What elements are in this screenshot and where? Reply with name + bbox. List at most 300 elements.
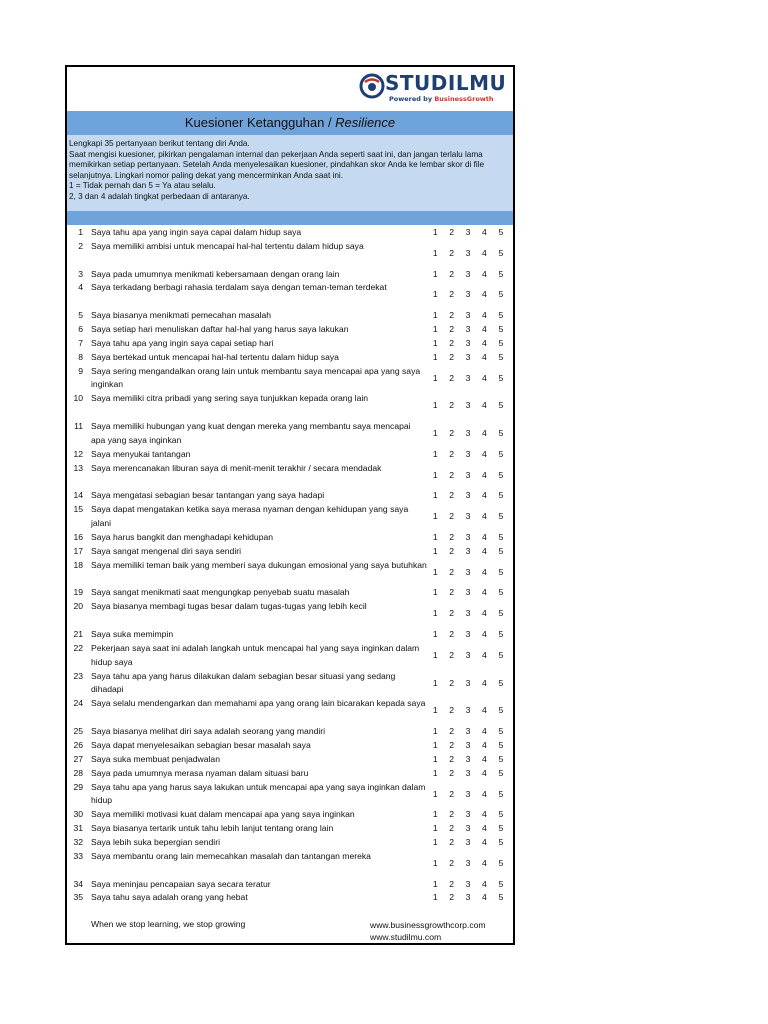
rating-option-1[interactable]: 1 xyxy=(432,428,438,439)
rating-option-3[interactable]: 3 xyxy=(465,227,471,237)
rating-option-1[interactable]: 1 xyxy=(432,337,438,348)
footer-motto: When we stop learning, we stop growing xyxy=(91,919,246,929)
rating-scale xyxy=(427,704,513,718)
question-text: Saya mengatasi sebagian besar tantangan yang saya hadapi xyxy=(91,490,325,501)
rating-option-5[interactable]: 5 xyxy=(498,836,504,847)
question-text: Saya biasanya melihat diri saya adalah seorang yang mandiri xyxy=(91,725,326,736)
rating-option-2[interactable]: 2 xyxy=(449,428,454,439)
rating-option-4[interactable]: 4 xyxy=(482,227,487,237)
question-number: 26 xyxy=(73,739,83,750)
rating-scale xyxy=(427,836,513,850)
question-number: 33 xyxy=(73,850,83,861)
question-number: 7 xyxy=(78,337,83,348)
question-number: 1 xyxy=(78,227,83,237)
rating-option-1[interactable]: 1 xyxy=(432,351,438,362)
rating-option-5[interactable]: 5 xyxy=(498,587,504,598)
rating-option-3[interactable]: 3 xyxy=(465,892,471,903)
rating-option-5[interactable]: 5 xyxy=(498,823,504,834)
question-number: 25 xyxy=(73,725,83,736)
question-text: Saya selalu mendengarkan dan memahami apa yang orang lain bicarakan kepada saya xyxy=(91,698,426,709)
rating-option-4[interactable]: 4 xyxy=(482,628,487,639)
rating-option-1[interactable]: 1 xyxy=(432,566,438,577)
question-row xyxy=(67,240,513,268)
rating-option-1[interactable]: 1 xyxy=(432,448,438,459)
rating-option-2[interactable]: 2 xyxy=(449,878,454,889)
question-row xyxy=(67,739,513,753)
rating-option-2[interactable]: 2 xyxy=(449,725,454,736)
rating-scale xyxy=(427,649,513,663)
rating-option-3[interactable]: 3 xyxy=(465,289,471,300)
rating-option-1[interactable]: 1 xyxy=(432,767,438,778)
rating-option-2[interactable]: 2 xyxy=(449,372,454,383)
rating-option-2[interactable]: 2 xyxy=(449,753,454,764)
question-text: Saya sangat menikmati saat mengungkap penyebab suatu masalah xyxy=(91,587,350,598)
rating-option-2[interactable]: 2 xyxy=(449,823,454,834)
rating-option-3[interactable]: 3 xyxy=(465,809,471,820)
rating-option-2[interactable]: 2 xyxy=(449,490,454,501)
rating-option-4[interactable]: 4 xyxy=(482,753,487,764)
rating-option-3[interactable]: 3 xyxy=(465,310,471,321)
rating-option-1[interactable]: 1 xyxy=(432,809,438,820)
question-text: Saya pada umumnya merasa nyaman dalam situasi baru xyxy=(91,767,309,778)
rating-option-1[interactable]: 1 xyxy=(432,608,438,619)
rating-scale xyxy=(427,268,513,282)
question-text: Saya tahu apa yang ingin saya capai dalam hidup saya xyxy=(91,227,302,237)
rating-option-5[interactable]: 5 xyxy=(498,531,504,542)
rating-option-1[interactable]: 1 xyxy=(432,511,438,522)
rating-option-3[interactable]: 3 xyxy=(465,511,471,522)
rating-option-1[interactable]: 1 xyxy=(432,587,438,598)
rating-option-2[interactable]: 2 xyxy=(449,677,454,688)
rating-option-3[interactable]: 3 xyxy=(465,788,471,799)
rating-option-5[interactable]: 5 xyxy=(498,892,504,903)
rating-option-5[interactable]: 5 xyxy=(498,753,504,764)
rating-option-1[interactable]: 1 xyxy=(432,725,438,736)
rating-scale xyxy=(427,288,513,302)
rating-option-4[interactable]: 4 xyxy=(482,324,487,335)
rating-option-1[interactable]: 1 xyxy=(432,247,438,258)
rating-option-3[interactable]: 3 xyxy=(465,649,471,660)
question-number: 9 xyxy=(78,365,83,376)
question-number: 34 xyxy=(73,878,83,889)
question-text: Saya sering mengandalkan orang lain untuk membantu saya mencapai apa yang saya inginkan xyxy=(91,365,421,390)
question-number: 35 xyxy=(73,892,83,903)
rating-option-2[interactable]: 2 xyxy=(449,767,454,778)
page-title xyxy=(67,111,513,135)
question-text: Saya bertekad untuk mencapai hal-hal tertentu dalam hidup saya xyxy=(91,351,339,362)
question-number: 22 xyxy=(73,642,83,653)
rating-option-2[interactable]: 2 xyxy=(449,566,454,577)
instruction-line: Saat mengisi kuesioner, pikirkan pengalaman internal dan pekerjaan Anda seperti saat ini, dan jangan terlalu lama memikirkan setiap pertanyaan. Setelah Anda menyelesaikan kuesioner, pindahkan skor Anda ke lembar skor di file selanjutnya. Lingkari nomor paling dekat yang mencerminkan Anda saat ini. xyxy=(69,149,485,180)
question-number: 31 xyxy=(73,823,83,834)
rating-option-4[interactable]: 4 xyxy=(482,809,487,820)
rating-option-3[interactable]: 3 xyxy=(465,677,471,688)
rating-option-4[interactable]: 4 xyxy=(482,608,487,619)
rating-option-3[interactable]: 3 xyxy=(465,587,471,598)
rating-option-3[interactable]: 3 xyxy=(465,739,471,750)
instruction-line: 1 = Tidak pernah dan 5 = Ya atau selalu. xyxy=(69,181,216,191)
rating-option-3[interactable]: 3 xyxy=(465,836,471,847)
rating-option-2[interactable]: 2 xyxy=(449,545,454,556)
rating-option-4[interactable]: 4 xyxy=(482,247,487,258)
rating-scale xyxy=(427,469,513,483)
rating-option-2[interactable]: 2 xyxy=(449,400,454,411)
rating-option-5[interactable]: 5 xyxy=(498,649,504,660)
question-number: 8 xyxy=(78,351,83,362)
rating-option-4[interactable]: 4 xyxy=(482,400,487,411)
rating-scale xyxy=(427,808,513,822)
question-row xyxy=(67,462,513,490)
question-text: Saya biasanya menikmati pemecahan masalah xyxy=(91,310,272,321)
rating-option-4[interactable]: 4 xyxy=(482,878,487,889)
rating-option-1[interactable]: 1 xyxy=(432,400,438,411)
rating-option-2[interactable]: 2 xyxy=(449,892,454,903)
rating-option-2[interactable]: 2 xyxy=(449,587,454,598)
question-number: 12 xyxy=(73,448,83,459)
rating-option-4[interactable]: 4 xyxy=(482,739,487,750)
rating-scale xyxy=(427,226,513,240)
rating-option-5[interactable]: 5 xyxy=(498,469,504,480)
rating-option-3[interactable]: 3 xyxy=(465,428,471,439)
question-text: Saya biasanya membagi tugas besar dalam tugas-tugas yang lebih kecil xyxy=(91,601,367,612)
question-row xyxy=(67,503,513,531)
question-text: Saya lebih suka bepergian sendiri xyxy=(91,836,220,847)
rating-option-3[interactable]: 3 xyxy=(465,878,471,889)
rating-option-2[interactable]: 2 xyxy=(449,511,454,522)
rating-option-1[interactable]: 1 xyxy=(432,545,438,556)
question-text: Saya memiliki motivasi kuat dalam mencapai apa yang saya inginkan xyxy=(91,809,355,820)
footer-links xyxy=(370,919,486,943)
rating-option-2[interactable]: 2 xyxy=(449,351,454,362)
question-number: 20 xyxy=(73,601,83,612)
footer-link-studilmu[interactable]: www.studilmu.com xyxy=(370,932,442,942)
rating-option-1[interactable]: 1 xyxy=(432,268,438,279)
rating-option-3[interactable]: 3 xyxy=(465,247,471,258)
question-text: Saya dapat mengatakan ketika saya merasa nyaman dengan kehidupan yang saya jalani xyxy=(91,504,409,528)
rating-option-2[interactable]: 2 xyxy=(449,289,454,300)
rating-scale xyxy=(427,677,513,691)
rating-option-1[interactable]: 1 xyxy=(432,310,438,321)
rating-option-5[interactable]: 5 xyxy=(498,268,504,279)
rating-option-5[interactable]: 5 xyxy=(498,324,504,335)
rating-option-4[interactable]: 4 xyxy=(482,788,487,799)
rating-option-5[interactable]: 5 xyxy=(498,725,504,736)
rating-option-3[interactable]: 3 xyxy=(465,268,471,279)
question-number: 17 xyxy=(73,545,83,556)
rating-option-2[interactable]: 2 xyxy=(449,469,454,480)
rating-option-3[interactable]: 3 xyxy=(465,545,471,556)
question-number: 15 xyxy=(73,504,83,515)
rating-option-2[interactable]: 2 xyxy=(449,809,454,820)
rating-option-2[interactable]: 2 xyxy=(449,836,454,847)
rating-option-5[interactable]: 5 xyxy=(498,337,504,348)
rating-option-1[interactable]: 1 xyxy=(432,490,438,501)
rating-option-4[interactable]: 4 xyxy=(482,469,487,480)
question-row xyxy=(67,392,513,420)
rating-scale xyxy=(427,489,513,503)
question-row xyxy=(67,891,513,905)
rating-option-3[interactable]: 3 xyxy=(465,337,471,348)
rating-scale xyxy=(427,566,513,580)
rating-option-2[interactable]: 2 xyxy=(449,857,454,868)
rating-option-4[interactable]: 4 xyxy=(482,268,487,279)
rating-option-1[interactable]: 1 xyxy=(432,531,438,542)
rating-option-3[interactable]: 3 xyxy=(465,351,471,362)
rating-option-4[interactable]: 4 xyxy=(482,428,487,439)
question-number: 23 xyxy=(73,670,83,681)
rating-option-2[interactable]: 2 xyxy=(449,705,454,716)
rating-option-5[interactable]: 5 xyxy=(498,490,504,501)
rating-option-5[interactable]: 5 xyxy=(498,788,504,799)
rating-scale xyxy=(427,767,513,781)
question-text: Saya suka membuat penjadwalan xyxy=(91,753,220,764)
question-text: Saya tahu saya adalah orang yang hebat xyxy=(91,892,248,903)
rating-scale xyxy=(427,531,513,545)
rating-scale xyxy=(427,725,513,739)
rating-option-5[interactable]: 5 xyxy=(498,247,504,258)
rating-option-2[interactable]: 2 xyxy=(449,649,454,660)
rating-scale xyxy=(427,510,513,524)
footer-link-businessgrowth[interactable]: www.businessgrowthcorp.com xyxy=(370,920,486,930)
rating-option-5[interactable]: 5 xyxy=(498,809,504,820)
question-row xyxy=(67,836,513,850)
question-text: Saya tahu apa yang ingin saya capai setiap hari xyxy=(91,337,274,348)
question-row xyxy=(67,268,513,282)
question-row xyxy=(67,753,513,767)
studilmu-logo xyxy=(359,71,509,107)
question-list xyxy=(67,226,513,905)
question-row xyxy=(67,226,513,240)
rating-option-4[interactable]: 4 xyxy=(482,337,487,348)
rating-scale xyxy=(427,309,513,323)
question-text: Saya merencanakan liburan saya di menit-menit terakhir / secara mendadak xyxy=(91,462,382,473)
question-number: 29 xyxy=(73,781,83,792)
rating-option-3[interactable]: 3 xyxy=(465,531,471,542)
rating-option-1[interactable]: 1 xyxy=(432,677,438,688)
rating-option-5[interactable]: 5 xyxy=(498,511,504,522)
rating-option-2[interactable]: 2 xyxy=(449,268,454,279)
rating-option-5[interactable]: 5 xyxy=(498,677,504,688)
question-text: Saya meninjau pencapaian saya secara teratur xyxy=(91,878,271,889)
rating-option-5[interactable]: 5 xyxy=(498,545,504,556)
rating-option-4[interactable]: 4 xyxy=(482,448,487,459)
rating-option-2[interactable]: 2 xyxy=(449,628,454,639)
question-row xyxy=(67,351,513,365)
question-text: Saya biasanya tertarik untuk tahu lebih lanjut tentang orang lain xyxy=(91,823,334,834)
question-row xyxy=(67,448,513,462)
question-text: Saya memiliki teman baik yang memberi saya dukungan emosional yang saya butuhkan xyxy=(91,559,427,570)
question-number: 18 xyxy=(73,559,83,570)
rating-option-4[interactable]: 4 xyxy=(482,310,487,321)
question-number: 21 xyxy=(73,628,83,639)
question-row xyxy=(67,323,513,337)
rating-option-1[interactable]: 1 xyxy=(432,324,438,335)
question-text: Saya terkadang berbagi rahasia terdalam saya dengan teman-teman terdekat xyxy=(91,282,387,293)
question-text: Saya suka memimpin xyxy=(91,628,174,639)
rating-option-1[interactable]: 1 xyxy=(432,823,438,834)
rating-option-2[interactable]: 2 xyxy=(449,531,454,542)
rating-option-5[interactable]: 5 xyxy=(498,400,504,411)
rating-option-2[interactable]: 2 xyxy=(449,324,454,335)
rating-option-3[interactable]: 3 xyxy=(465,608,471,619)
rating-option-5[interactable]: 5 xyxy=(498,351,504,362)
rating-option-4[interactable]: 4 xyxy=(482,289,487,300)
rating-scale xyxy=(427,739,513,753)
question-text: Saya membantu orang lain memecahkan masalah dan tantangan mereka xyxy=(91,850,371,861)
rating-option-3[interactable]: 3 xyxy=(465,400,471,411)
rating-option-2[interactable]: 2 xyxy=(449,608,454,619)
rating-option-3[interactable]: 3 xyxy=(465,448,471,459)
rating-option-4[interactable]: 4 xyxy=(482,823,487,834)
rating-option-1[interactable]: 1 xyxy=(432,878,438,889)
question-text: Saya harus bangkit dan menghadapi kehidupan xyxy=(91,531,274,542)
rating-scale xyxy=(427,753,513,767)
logo-wordmark: STUDILMU xyxy=(385,71,507,95)
rating-option-4[interactable]: 4 xyxy=(482,566,487,577)
rating-option-1[interactable]: 1 xyxy=(432,739,438,750)
instruction-line: 2, 3 dan 4 adalah tingkat perbedaan di antaranya. xyxy=(69,191,250,201)
rating-option-5[interactable]: 5 xyxy=(498,878,504,889)
question-row xyxy=(67,725,513,739)
rating-option-5[interactable]: 5 xyxy=(498,428,504,439)
rating-option-5[interactable]: 5 xyxy=(498,608,504,619)
question-number: 4 xyxy=(78,282,83,293)
rating-option-4[interactable]: 4 xyxy=(482,649,487,660)
rating-option-5[interactable]: 5 xyxy=(498,705,504,716)
rating-scale xyxy=(427,628,513,642)
rating-option-5[interactable]: 5 xyxy=(498,857,504,868)
rating-option-4[interactable]: 4 xyxy=(482,587,487,598)
rating-option-2[interactable]: 2 xyxy=(449,337,454,348)
rating-option-2[interactable]: 2 xyxy=(449,227,454,237)
rating-option-4[interactable]: 4 xyxy=(482,351,487,362)
rating-option-1[interactable]: 1 xyxy=(432,788,438,799)
rating-option-4[interactable]: 4 xyxy=(482,892,487,903)
rating-option-2[interactable]: 2 xyxy=(449,310,454,321)
question-number: 24 xyxy=(73,698,83,709)
rating-option-2[interactable]: 2 xyxy=(449,739,454,750)
question-text: Saya sangat mengenal diri saya sendiri xyxy=(91,545,242,556)
question-number: 16 xyxy=(73,531,83,542)
rating-option-3[interactable]: 3 xyxy=(465,767,471,778)
question-number: 28 xyxy=(73,767,83,778)
rating-option-5[interactable]: 5 xyxy=(498,628,504,639)
rating-option-1[interactable]: 1 xyxy=(432,649,438,660)
rating-option-1[interactable]: 1 xyxy=(432,857,438,868)
question-row xyxy=(67,309,513,323)
rating-option-5[interactable]: 5 xyxy=(498,289,504,300)
rating-option-4[interactable]: 4 xyxy=(482,725,487,736)
rating-option-4[interactable]: 4 xyxy=(482,767,487,778)
question-text: Saya memiliki citra pribadi yang sering saya tunjukkan kepada orang lain xyxy=(91,393,369,404)
rating-scale xyxy=(427,891,513,905)
question-number: 3 xyxy=(78,268,83,279)
rating-option-5[interactable]: 5 xyxy=(498,448,504,459)
questionnaire-sheet xyxy=(65,65,515,945)
question-number: 2 xyxy=(78,240,83,251)
question-row xyxy=(67,808,513,822)
question-row xyxy=(67,586,513,600)
header-divider-band xyxy=(67,211,513,225)
rating-option-1[interactable]: 1 xyxy=(432,705,438,716)
rating-option-5[interactable]: 5 xyxy=(498,767,504,778)
rating-option-1[interactable]: 1 xyxy=(432,289,438,300)
rating-option-3[interactable]: 3 xyxy=(465,857,471,868)
question-row xyxy=(67,420,513,448)
question-text: Saya pada umumnya menikmati kebersamaan dengan orang lain xyxy=(91,268,340,279)
question-row xyxy=(67,628,513,642)
rating-option-5[interactable]: 5 xyxy=(498,372,504,383)
question-row xyxy=(67,365,513,393)
rating-option-1[interactable]: 1 xyxy=(432,469,438,480)
rating-option-5[interactable]: 5 xyxy=(498,566,504,577)
question-number: 6 xyxy=(78,324,83,335)
rating-scale xyxy=(427,323,513,337)
rating-option-1[interactable]: 1 xyxy=(432,372,438,383)
rating-option-3[interactable]: 3 xyxy=(465,566,471,577)
question-row xyxy=(67,878,513,892)
rating-option-4[interactable]: 4 xyxy=(482,372,487,383)
rating-option-2[interactable]: 2 xyxy=(449,788,454,799)
question-number: 13 xyxy=(73,462,83,473)
question-number: 19 xyxy=(73,587,83,598)
rating-option-1[interactable]: 1 xyxy=(432,836,438,847)
rating-scale xyxy=(427,399,513,413)
question-text: Saya memiliki hubungan yang kuat dengan mereka yang membantu saya mencapai apa yang saya inginkan xyxy=(91,421,411,445)
rating-option-1[interactable]: 1 xyxy=(432,628,438,639)
rating-option-4[interactable]: 4 xyxy=(482,705,487,716)
rating-option-3[interactable]: 3 xyxy=(465,324,471,335)
rating-option-3[interactable]: 3 xyxy=(465,490,471,501)
question-row xyxy=(67,850,513,878)
question-row xyxy=(67,489,513,503)
rating-option-4[interactable]: 4 xyxy=(482,511,487,522)
rating-option-3[interactable]: 3 xyxy=(465,823,471,834)
rating-option-4[interactable]: 4 xyxy=(482,490,487,501)
rating-option-2[interactable]: 2 xyxy=(449,448,454,459)
title-main: Kuesioner Ketangguhan / xyxy=(184,115,336,130)
rating-option-1[interactable]: 1 xyxy=(432,753,438,764)
tagline-brand: BusinessGrowth xyxy=(434,95,494,103)
rating-option-5[interactable]: 5 xyxy=(498,739,504,750)
rating-option-3[interactable]: 3 xyxy=(465,372,471,383)
rating-option-4[interactable]: 4 xyxy=(482,857,487,868)
rating-option-1[interactable]: 1 xyxy=(432,892,438,903)
rating-option-3[interactable]: 3 xyxy=(465,469,471,480)
rating-scale xyxy=(427,878,513,892)
rating-option-4[interactable]: 4 xyxy=(482,836,487,847)
rating-option-2[interactable]: 2 xyxy=(449,247,454,258)
rating-scale xyxy=(427,788,513,802)
rating-scale xyxy=(427,427,513,441)
rating-option-5[interactable]: 5 xyxy=(498,227,504,237)
rating-option-4[interactable]: 4 xyxy=(482,531,487,542)
rating-option-5[interactable]: 5 xyxy=(498,310,504,321)
rating-option-3[interactable]: 3 xyxy=(465,628,471,639)
rating-option-3[interactable]: 3 xyxy=(465,753,471,764)
rating-option-3[interactable]: 3 xyxy=(465,705,471,716)
rating-option-4[interactable]: 4 xyxy=(482,545,487,556)
rating-option-3[interactable]: 3 xyxy=(465,725,471,736)
question-row xyxy=(67,559,513,587)
question-row xyxy=(67,822,513,836)
question-row xyxy=(67,281,513,309)
rating-option-4[interactable]: 4 xyxy=(482,677,487,688)
rating-scale xyxy=(427,822,513,836)
rating-option-1[interactable]: 1 xyxy=(432,227,438,237)
question-number: 30 xyxy=(73,809,83,820)
rating-scale xyxy=(427,247,513,261)
